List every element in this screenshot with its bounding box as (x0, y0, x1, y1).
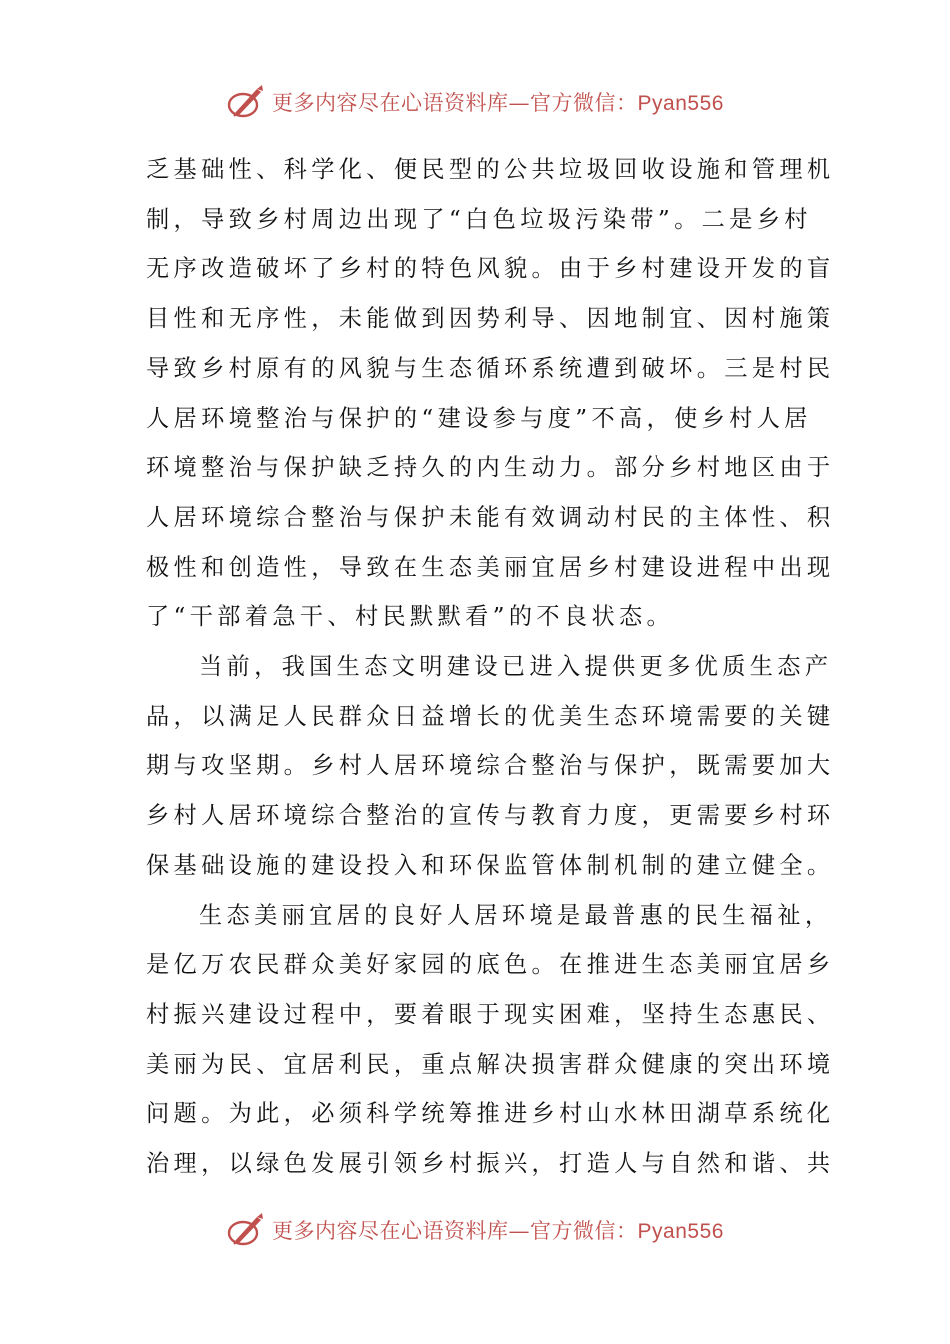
text-line: 乏基础性、科学化、便民型的公共垃圾回收设施和管理机 (146, 156, 835, 183)
banner-main-text: 更多内容尽在心语资料库 (272, 1219, 509, 1243)
banner-wechat-handle: Pyan556 (637, 1220, 724, 1243)
footer-banner-text (272, 1215, 724, 1245)
text-line: 当前，我国生态文明建设已进入提供更多优质生态产 (199, 653, 833, 681)
banner-wechat-handle: Pyan556 (637, 92, 724, 115)
banner-separator: — (508, 91, 531, 115)
paragraph (146, 642, 835, 891)
text-line: 期与攻坚期。乡村人居环境综合整治与保护，既需要加大 (146, 752, 835, 780)
paragraph (146, 145, 835, 642)
quill-pen-logo-icon (226, 1210, 266, 1250)
text-line: 品，以满足人民群众日益增长的优美生态环境需要的关键 (146, 702, 835, 730)
document-body (146, 145, 835, 1189)
text-line: 治理，以绿色发展引领乡村振兴，打造人与自然和谐、共 (146, 1150, 835, 1178)
text-line: 了“干部着急干、村民默默看”的不良状态。 (146, 603, 675, 631)
quill-pen-logo-icon (226, 82, 266, 122)
banner-wechat-label: 官方微信： (530, 91, 638, 115)
banner-main-text: 更多内容尽在心语资料库 (272, 91, 509, 115)
footer-banner (0, 1208, 950, 1252)
text-line: 是亿万农民群众美好家园的底色。在推进生态美丽宜居乡 (146, 951, 835, 979)
text-line: 极性和创造性，导致在生态美丽宜居乡村建设进程中出现 (146, 553, 835, 581)
text-line: 目性和无序性，未能做到因势利导、因地制宜、因村施策 (146, 305, 835, 333)
text-line: 导致乡村原有的风貌与生态循环系统遭到破坏。三是村民 (146, 354, 835, 382)
text-line: 环境整治与保护缺乏持久的内生动力。部分乡村地区由于 (146, 454, 835, 482)
banner-wechat-label: 官方微信： (530, 1219, 638, 1243)
paragraph (146, 891, 835, 1189)
text-line: 制，导致乡村周边出现了“白色垃圾污染带”。二是乡村 (146, 205, 812, 233)
text-line: 人居环境整治与保护的“建设参与度”不高，使乡村人居 (146, 404, 812, 432)
banner-separator: — (508, 1219, 531, 1243)
text-line: 问题。为此，必须科学统筹推进乡村山水林田湖草系统化 (146, 1100, 835, 1128)
text-line: 无序改造破坏了乡村的特色风貌。由于乡村建设开发的盲 (146, 255, 835, 283)
text-line: 人居环境综合整治与保护未能有效调动村民的主体性、积 (146, 503, 835, 531)
text-line: 生态美丽宜居的良好人居环境是最普惠的民生福祉， (199, 901, 833, 929)
text-line: 保基础设施的建设投入和环保监管体制机制的建立健全。 (146, 851, 835, 879)
header-banner (0, 80, 950, 124)
text-line: 美丽为民、宜居利民，重点解决损害群众健康的突出环境 (146, 1050, 835, 1078)
text-line: 乡村人居环境综合整治的宣传与教育力度，更需要乡村环 (146, 802, 835, 830)
text-line: 村振兴建设过程中，要着眼于现实困难，坚持生态惠民、 (146, 1000, 835, 1028)
header-banner-text (272, 87, 724, 117)
